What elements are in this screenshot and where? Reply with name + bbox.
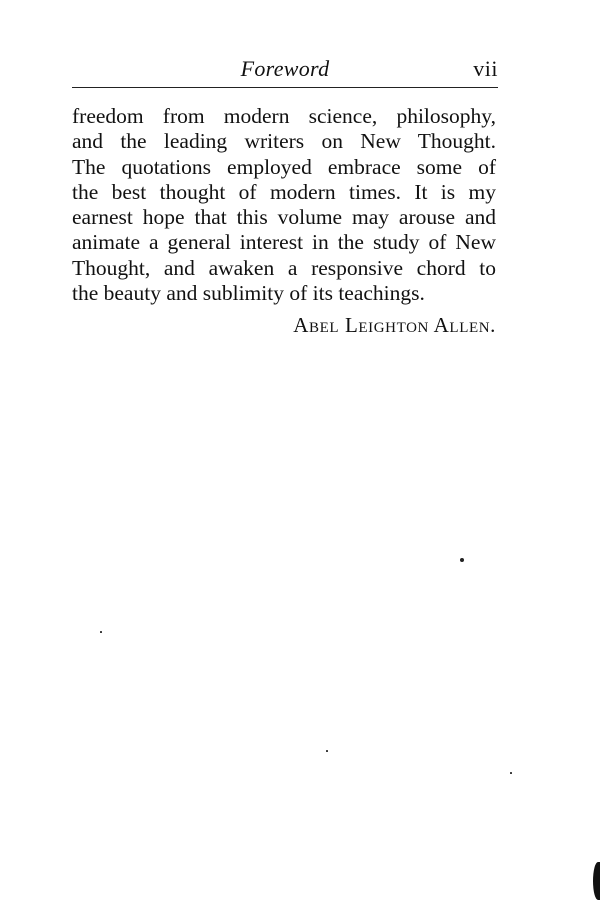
running-header: [72, 52, 498, 86]
text-line: and the leading writers on New Thought.: [72, 129, 496, 154]
text-line: earnest hope that this volume may arouse and: [72, 205, 496, 230]
text-line: animate a general interest in the study of New: [72, 230, 496, 255]
author-signature: Abel Leighton Allen.: [293, 313, 496, 337]
scan-speck: [326, 750, 328, 752]
text-line: The quotations employed embrace some of: [72, 154, 496, 179]
header-rule: [72, 87, 498, 88]
page-number: vii: [473, 56, 498, 81]
body-paragraph: [72, 104, 496, 306]
text-line: Thought, and awaken a responsive chord to: [72, 255, 496, 280]
text-line: the best thought of modern times. It is my: [72, 179, 496, 204]
text-line: the beauty and sublimity of its teachings.: [72, 281, 425, 306]
scan-speck: [460, 558, 464, 562]
text-line: freedom from modern science, philosophy,: [72, 104, 496, 128]
scan-speck: [510, 772, 512, 774]
running-title: Foreword: [240, 56, 330, 81]
scan-edge-mark: [593, 862, 600, 900]
scan-speck: [100, 631, 102, 633]
